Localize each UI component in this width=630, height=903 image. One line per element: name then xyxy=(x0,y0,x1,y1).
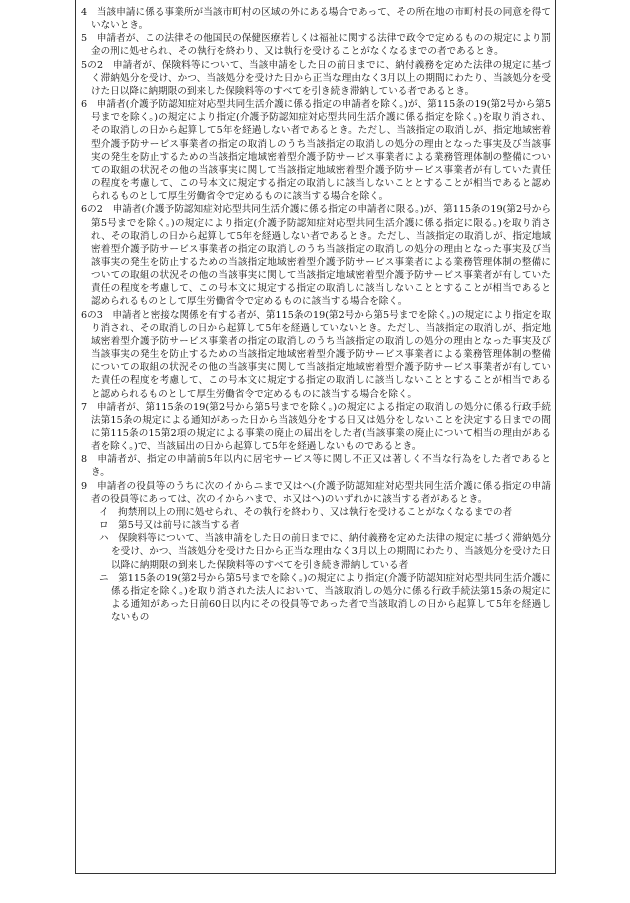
clause-6: 6 申請者(介護予防認知症対応型共同生活介護に係る指定の申請者を除く。)が、第115条の19(第2号から第5号までを除く。)の規定により指定(介護予防認知症対応型共同生活介護に係る指定を除く。)を取り消され、その取消しの日から起算して5年を経過しない者であるとき。ただし、当該指定の取消しが、指定地域密着型介護予防サービス事業者の指定の取消しのうち当該指定の取消しの処分の理由となった事実及び当該事実の発生を防止するための当該指定地域密着型介護予防サービス事業者による業務管理体制の整備についての取組の状況その他の当該事実に関して当該指定地域密着型介護予防サービス事業者が有していた責任の程度を考慮して、この号本文に規定する指定の取消しに該当しないこととすることが相当であると認められるものとして厚生労働省令で定めるものに該当する場合を除く。 xyxy=(81,99,551,203)
clause-4: 4 当該申請に係る事業所が当該市町村の区域の外にある場合であって、その所在地の市町村長の同意を得ていないとき。 xyxy=(81,7,551,32)
clause-8: 8 申請者が、指定の申請前5年以内に居宅サービス等に関し不正又は著しく不当な行為をした者であるとき。 xyxy=(81,454,551,479)
subclause-ni: ニ 第115条の19(第2号から第5号までを除く。)の規定により指定(介護予防認知症対応型共同生活介護に係る指定を除く。)を取り消された法人において、当該取消しの処分に係る行政手続法第15条の規定による通知があった日前60日以内にその役員等であった者で当該取消しの日から起算して5年を経過しないもの xyxy=(99,572,551,624)
clause-9: 9 申請者の役員等のうちに次のイからニまで又はへ(介護予防認知症対応型共同生活介護に係る指定の申請者の役員等にあっては、次のイからハまで、ホ又はへ)のいずれかに該当する者があるとき。 xyxy=(81,480,551,505)
subclause-i: イ 拘禁刑以上の刑に処せられ、その執行を終わり、又は執行を受けることがなくなるまでの者 xyxy=(99,506,513,518)
clause-6-3: 6の3 申請者と密接な関係を有する者が、第115条の19(第2号から第5号までを除く。)の規定により指定を取り消され、その取消しの日から起算して5年を経過していないとき。ただし、当該指定の取消しが、指定地域密着型介護予防サービス事業者の指定の取消しのうち当該指定の取消しの処分の理由となった事実及び当該事実の発生を防止するための当該指定地域密着型介護予防サービス事業者による業務管理体制の整備についての取組の状況その他の当該事実に関して当該指定地域密着型介護予防サービス事業者が有していた責任の程度を考慮して、この号本文に規定する指定の取消しに該当しないこととすることが相当であると認められるものとして厚生労働省令で定めるものに該当する場合を除く。 xyxy=(81,309,551,400)
clause-5-2: 5の2 申請者が、保険料等について、当該申請をした日の前日までに、納付義務を定めた法律の規定に基づく滞納処分を受け、かつ、当該処分を受けた日から正当な理由なく3月以上の期間にわたり、当該処分を受けた日以降に納期限の到来した保険料等のすべてを引き続き滞納している者であるとき。 xyxy=(81,59,551,97)
clause-5: 5 申請者が、この法律その他国民の保健医療若しくは福祉に関する法律で政令で定めるものの規定により罰金の刑に処せられ、その執行を終わり、又は執行を受けることがなくなるまでの者であるとき。 xyxy=(81,33,551,58)
subclause-ro: ロ 第5号又は前号に該当する者 xyxy=(99,520,240,532)
clause-7: 7 申請者が、第115条の19(第2号から第5号までを除く。)の規定による指定の取消しの処分に係る行政手続法第15条の規定による通知があった日から当該処分をする日又は処分をしないことを決定する日までの間に第115条の15第2項の規定による事業の廃止の届出をした者(当該事業の廃止について相当の理由がある者を除く。)で、当該届出の日から起算して5年を経過しないものであるとき。 xyxy=(81,401,551,453)
subclause-ha: ハ 保険料等について、当該申請をした日の前日までに、納付義務を定めた法律の規定に基づく滞納処分を受け、かつ、当該処分を受けた日から正当な理由なく3月以上の期間にわたり、当該処分を受けた日以降に納期限の到来した保険料等のすべてを引き続き滞納している者 xyxy=(99,533,551,571)
document-body xyxy=(81,6,551,624)
clause-6-2: 6の2 申請者(介護予防認知症対応型共同生活介護に係る指定の申請者に限る。)が、第115条の19(第2号から第5号までを除く。)の規定により指定(介護予防認知症対応型共同生活介護に係る指定に限る。)を取り消され、その取消しの日から起算して5年を経過しない者であるとき。ただし、当該指定の取消しが、指定地域密着型介護予防サービス事業者の指定の取消しのうち当該指定の取消しの処分の理由となった事実及び当該事実の発生を防止するための当該指定地域密着型介護予防サービス事業者による業務管理体制の整備についての取組の状況その他の当該事実に関して当該指定地域密着型介護予防サービス事業者が有していた責任の程度を考慮して、この号本文に規定する指定の取消しに該当しないこととすることが相当であると認められるものとして厚生労働省令で定めるものに該当する場合を除く。 xyxy=(81,204,551,308)
